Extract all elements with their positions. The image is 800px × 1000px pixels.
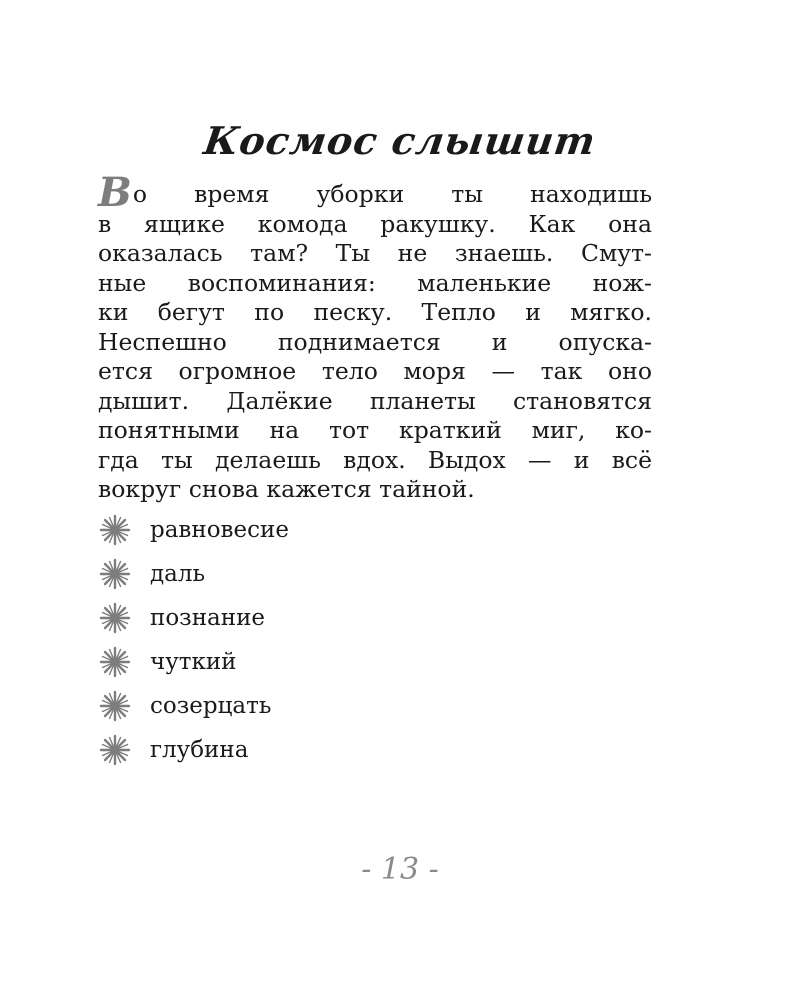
keyword-label: созерцать (150, 693, 272, 719)
paragraph-line: в ящике комода ракушку. Как она (98, 209, 652, 238)
keyword-list (98, 508, 289, 772)
list-item (98, 640, 289, 684)
page-number: - 13 - (361, 852, 439, 887)
list-item (98, 684, 289, 728)
paragraph-line: ные воспоминания: маленькие нож- (98, 268, 652, 297)
drop-cap: В (98, 169, 132, 216)
list-item (98, 508, 289, 552)
list-item (98, 728, 289, 772)
keyword-label: даль (150, 561, 206, 587)
star-burst-icon (98, 645, 132, 679)
paragraph-line: ется огромное тело моря — так оно (98, 357, 652, 385)
paragraph-line: Во время уборки ты находишь (98, 169, 652, 216)
body-paragraph (98, 169, 652, 505)
star-burst-icon (98, 557, 132, 591)
list-item (98, 596, 289, 640)
paragraph-line: понятными на тот краткий миг, ко- (98, 416, 652, 444)
keyword-label: чуткий (150, 649, 237, 675)
keyword-label: познание (150, 605, 266, 631)
paragraph-line: дышит. Далёкие планеты становятся (98, 386, 652, 415)
star-burst-icon (98, 513, 132, 547)
paragraph-line: вокруг снова кажется тайной. (98, 475, 475, 503)
star-burst-icon (98, 601, 132, 635)
paragraph-line: ки бегут по песку. Тепло и мягко. (98, 298, 652, 326)
paragraph-line: Неспешно поднимается и опуска- (98, 327, 652, 356)
keyword-label: равновесие (150, 517, 289, 543)
star-burst-icon (98, 689, 132, 723)
page-title: Космос слышит (201, 118, 599, 163)
paragraph-line: оказалась там? Ты не знаешь. Смут- (98, 239, 652, 267)
paragraph-line: гда ты делаешь вдох. Выдох — и всё (98, 445, 652, 474)
star-burst-icon (98, 733, 132, 767)
list-item (98, 552, 289, 596)
keyword-label: глубина (150, 737, 249, 763)
